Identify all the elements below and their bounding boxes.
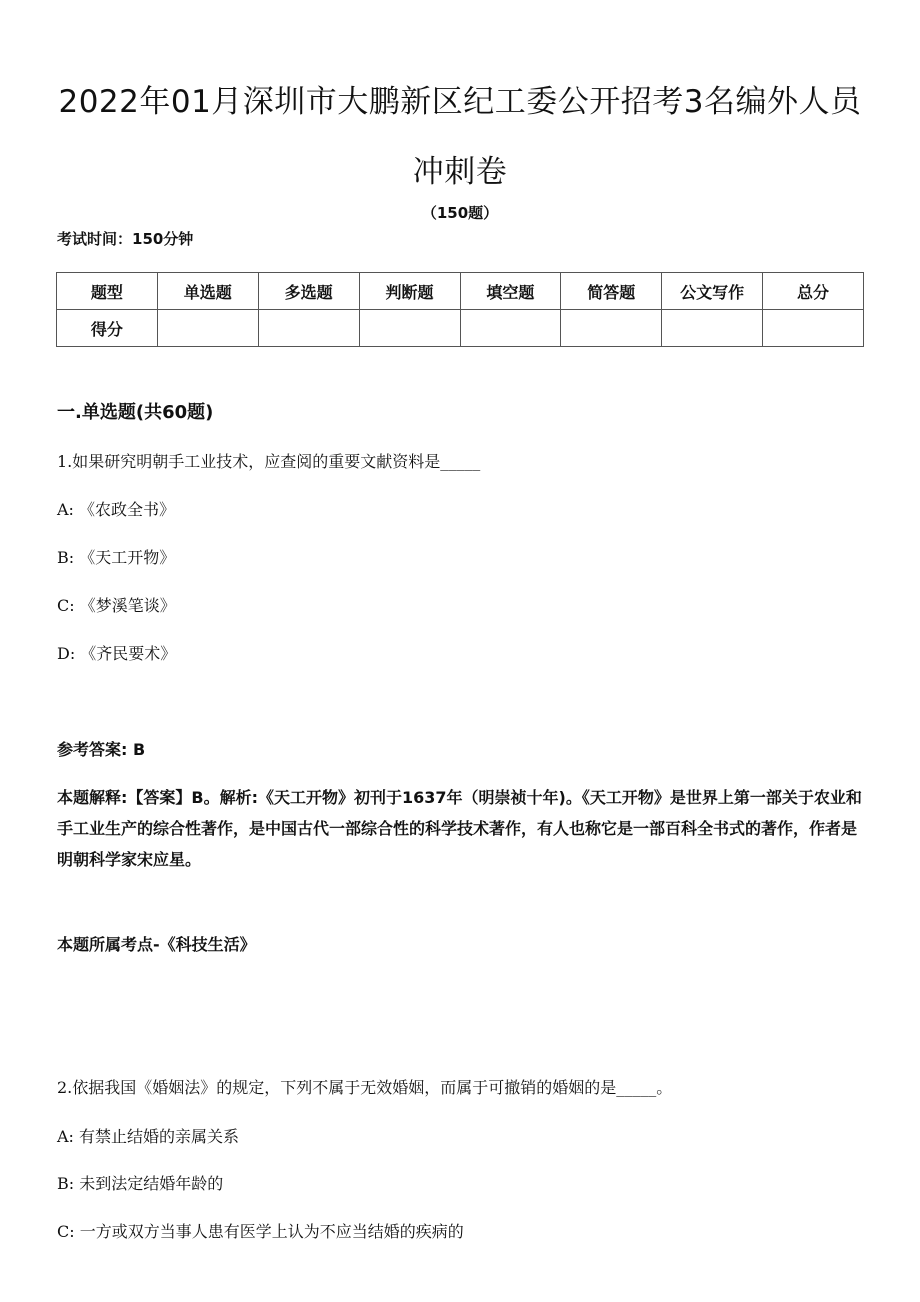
question-2-option-a: A: 有禁止结婚的亲属关系 — [57, 1127, 240, 1146]
exam-time: 考试时间：150分钟 — [57, 230, 194, 248]
header-cell: 判断题 — [359, 273, 460, 310]
header-cell: 公文写作 — [662, 273, 763, 310]
header-cell: 多选题 — [258, 273, 359, 310]
score-cell — [662, 310, 763, 347]
header-cell: 填空题 — [460, 273, 561, 310]
score-table-header-row — [57, 273, 864, 310]
question-1-option-d: D: 《齐民要术》 — [57, 644, 177, 663]
question-1-explanation: 本题解释:【答案】B。解析:《天工开物》初刊于1637年（明崇祯十年)。《天工开物》是世界上第一部关于农业和手工业生产的综合性著作，是中国古代一部综合性的科学技术著作，有人也称它是一部百科全书式的著作，作者是明朝科学家宋应星。 — [57, 788, 862, 869]
score-cell — [561, 310, 662, 347]
section-heading: 一.单选题(共60题) — [57, 402, 214, 423]
header-cell: 单选题 — [157, 273, 258, 310]
score-cell — [258, 310, 359, 347]
header-cell: 简答题 — [561, 273, 662, 310]
header-cell: 总分 — [763, 273, 864, 310]
question-1-option-c: C: 《梦溪笔谈》 — [57, 596, 176, 615]
page-title-line-1: 2022年01月深圳市大鹏新区纪工委公开招考3名编外人员 — [58, 84, 862, 120]
score-table — [56, 272, 864, 347]
row-label-cell: 得分 — [57, 310, 158, 347]
score-cell — [460, 310, 561, 347]
header-cell: 题型 — [57, 273, 158, 310]
score-cell — [359, 310, 460, 347]
score-cell — [157, 310, 258, 347]
score-cell — [763, 310, 864, 347]
question-1-option-a: A: 《农政全书》 — [57, 500, 176, 519]
page-title-line-2: 冲刺卷 — [412, 154, 508, 190]
question-1-topic: 本题所属考点-《科技生活》 — [57, 935, 256, 954]
question-1-stem: 1.如果研究明朝手工业技术，应查阅的重要文献资料是_____ — [57, 452, 481, 471]
question-2-stem: 2.依据我国《婚姻法》的规定，下列不属于无效婚姻，而属于可撤销的婚姻的是_____。 — [57, 1078, 673, 1097]
question-1-option-b: B: 《天工开物》 — [57, 548, 176, 567]
score-table-score-row — [57, 310, 864, 347]
question-1-answer: 参考答案: B — [57, 740, 146, 759]
question-2-option-c: C: 一方或双方当事人患有医学上认为不应当结婚的疾病的 — [57, 1222, 464, 1241]
question-count: （150题） — [421, 204, 499, 222]
question-2-option-b: B: 未到法定结婚年龄的 — [57, 1174, 224, 1193]
